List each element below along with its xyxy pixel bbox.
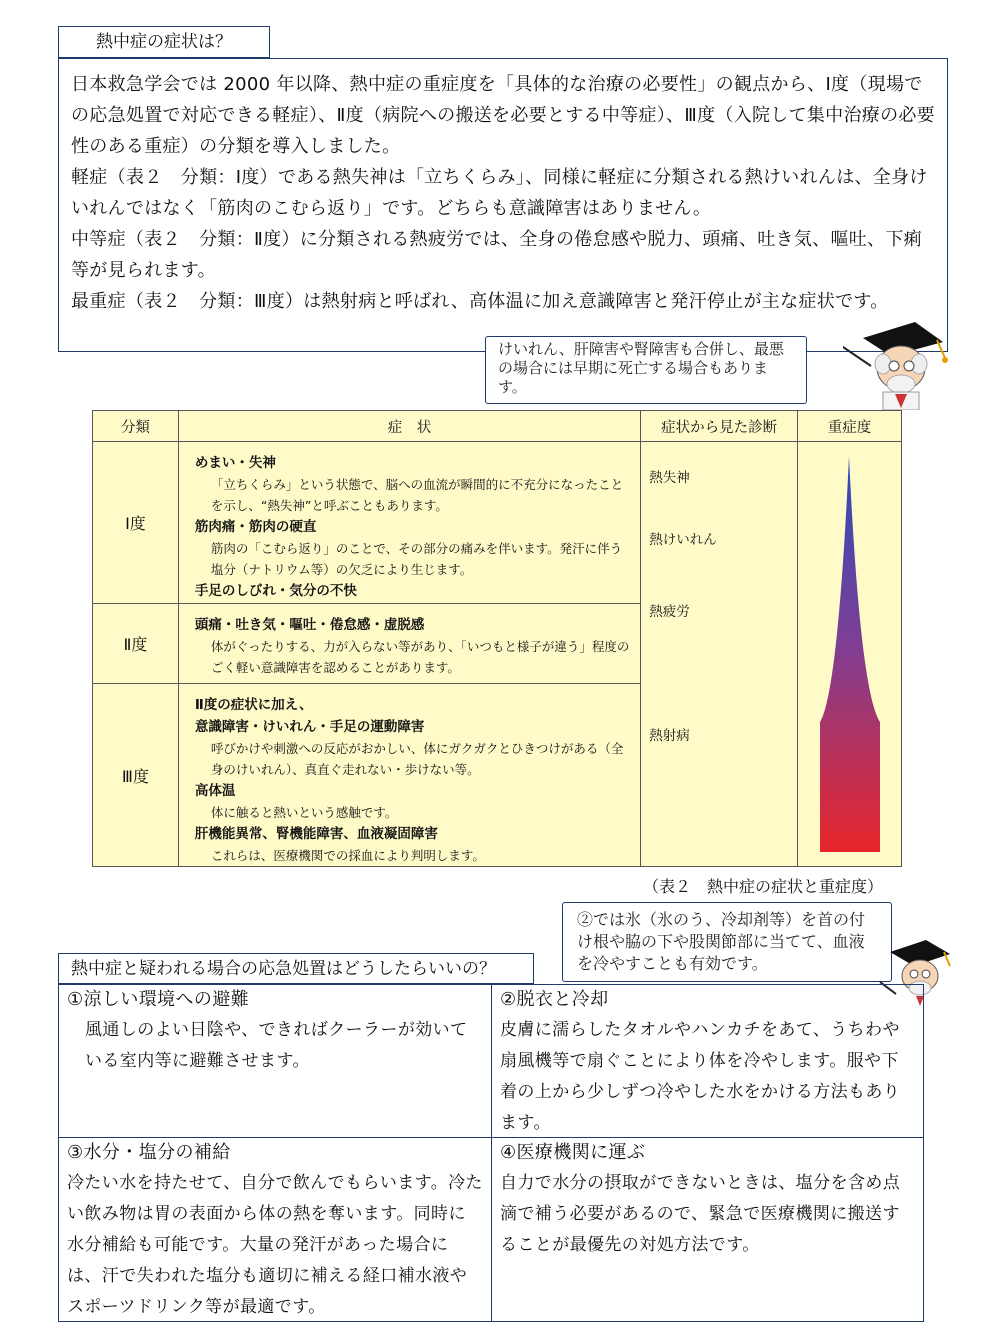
first-aid-cell [59, 985, 492, 1138]
intro-paragraph: 軽症（表２ 分類：Ⅰ度）である熱失神は「立ちくらみ」、同様に軽症に分類される熱けいれんは、全身けいれんではなく「筋肉のこむら返り」です。どちらも意識障害はありません。 [71, 167, 928, 219]
intro-paragraph: 最重症（表２ 分類：Ⅲ度）は熱射病と呼ばれ、高体温に加え意識障害と発汗停止が主な症状です。 [71, 291, 889, 312]
symptom-heading: 筋肉痛・筋肉の硬直 [194, 519, 317, 535]
symptom-description: 体がぐったりする、力が入らない等があり、「いつもと様子が違う」程度のごく軽い意識障害を認めることがあります。 [210, 639, 630, 675]
symptom-description: 体に触ると熱いという感触です。 [210, 805, 398, 820]
diagnosis-cell [641, 442, 798, 867]
header-diagnosis: 症状から見た診断 [641, 411, 798, 442]
category-cell: Ⅲ度 [93, 684, 179, 867]
doctor-illustration [843, 318, 953, 410]
category-cell: Ⅰ度 [93, 442, 179, 604]
symptom-heading: 頭痛・吐き気・嘔吐・倦怠感・虚脱感 [194, 617, 425, 633]
symptom-heading: 手足のしびれ・気分の不快 [194, 583, 357, 599]
first-aid-grid [58, 984, 924, 1322]
symptom-heading: 肝機能異常、腎機能障害、血液凝固障害 [194, 826, 438, 842]
symptom-heading: 高体温 [194, 783, 236, 799]
symptom-heading: めまい・失神 [194, 455, 276, 471]
severity-gradient-wedge [798, 442, 900, 862]
symptom-description: 「立ちくらみ」という状態で、脳への血流が瞬間的に不充分になったことを示し、“熱失神”と呼ぶこともあります。 [210, 477, 624, 513]
speech-bubble-warning: けいれん、肝障害や腎障害も合併し、最悪の場合には早期に死亡する場合もあります。 [485, 336, 807, 404]
symptom-severity-table [92, 410, 902, 867]
first-aid-title: ①涼しい環境への避難 [67, 989, 250, 1010]
table-row [93, 442, 902, 604]
diagnosis-label: 熱失神 [649, 470, 690, 486]
symptom-description: 筋肉の「こむら返り」のことで、その部分の痛みを伴います。発汗に伴う塩分（ナトリウム等）の欠乏により生じます。 [210, 541, 623, 577]
first-aid-cell [59, 1138, 492, 1321]
first-aid-cell [492, 1138, 923, 1321]
first-aid-body: 風通しのよい日陰や、できればクーラーが効いている室内等に避難させます。 [85, 1020, 468, 1071]
first-aid-title: ③水分・塩分の補給 [67, 1142, 231, 1163]
diagnosis-label: 熱疲労 [649, 604, 690, 620]
symptom-heading: Ⅱ度の症状に加え、 [194, 697, 313, 713]
symptom-description: これらは、医療機関での採血により判明します。 [210, 848, 485, 863]
table-caption: （表２ 熱中症の症状と重症度） [643, 877, 884, 896]
section1-title: 熱中症の症状は？ [58, 26, 270, 58]
first-aid-body: 自力で水分の摂取ができないときは、塩分を含め点滴で補う必要があるので、緊急で医療機関に搬送することが最優先の対処方法です。 [500, 1173, 901, 1255]
header-category: 分類 [93, 411, 179, 442]
intro-paragraph: 中等症（表２ 分類：Ⅱ度）に分類される熱疲労では、全身の倦怠感や脱力、頭痛、吐き気、嘔吐、下痢等が見られます。 [71, 229, 922, 281]
section2-title: 熱中症と疑われる場合の応急処置はどうしたらいいの？ [58, 953, 534, 984]
diagnosis-label: 熱けいれん [649, 532, 717, 548]
intro-paragraph: 日本救急学会では 2000 年以降、熱中症の重症度を「具体的な治療の必要性」の観点から、Ⅰ度（現場での応急処置で対応できる軽症）、Ⅱ度（病院への搬送を必要とする中等症）、Ⅲ度（入院して集中治療の必要性のある重症）の分類を導入しました。 [71, 74, 935, 157]
first-aid-title: ④医療機関に運ぶ [500, 1142, 646, 1163]
symptom-description: 呼びかけや刺激への反応がおかしい、体にガクガクとひきつけがある（全身のけいれん）、真直ぐ走れない・歩けない等。 [210, 741, 624, 777]
header-severity: 重症度 [797, 411, 901, 442]
table-header-row [93, 411, 902, 442]
speech-bubble-tip: ②では氷（氷のう、冷却剤等）を首の付け根や脇の下や股関節部に当てて、血液を冷やすことも有効です。 [562, 902, 892, 982]
symptoms-cell [178, 442, 640, 604]
first-aid-body: 皮膚に濡らしたタオルやハンカチをあて、うちわや扇風機等で扇ぐことにより体を冷やします。服や下着の上から少しずつ冷やした水をかける方法もあります。 [500, 1020, 901, 1133]
intro-text-box [58, 58, 948, 352]
category-cell: Ⅱ度 [93, 604, 179, 684]
symptom-heading: 意識障害・けいれん・手足の運動障害 [194, 719, 425, 735]
symptoms-cell [178, 684, 640, 867]
symptoms-cell [178, 604, 640, 684]
header-symptoms: 症 状 [178, 411, 640, 442]
diagnosis-label: 熱射病 [649, 728, 690, 744]
first-aid-body: 冷たい水を持たせて、自分で飲んでもらいます。冷たい飲み物は胃の表面から体の熱を奪います。同時に水分補給も可能です。大量の発汗があった場合には、汗で失われた塩分も適切に補える経口補水液やスポーツドリンク等が最適です。 [67, 1173, 483, 1317]
first-aid-title: ②脱衣と冷却 [500, 989, 609, 1010]
severity-cell [797, 442, 901, 867]
first-aid-cell [492, 985, 923, 1138]
